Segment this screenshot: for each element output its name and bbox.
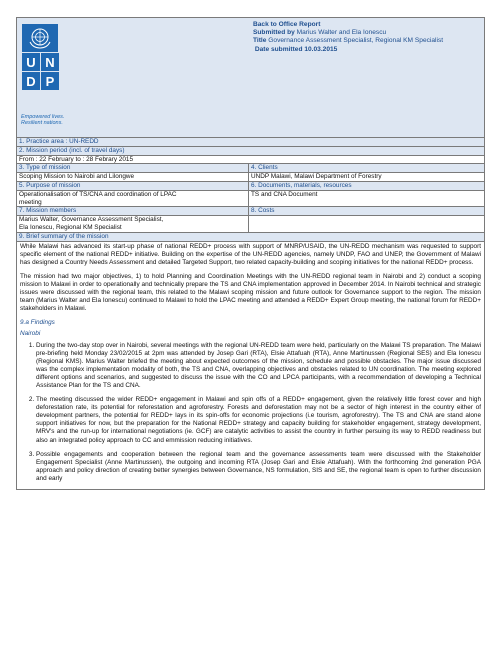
purpose-documents-label-row (17, 182, 484, 191)
report-title: Back to Office Report (253, 21, 321, 28)
finding-item-2: 2. The meeting discussed the wider REDD+ engagement in Malawi and spin offs of a REDD+ engagement, given the relatively little forest cover and high deforestation rate, its potential for reforestation and agroforestry. Forests and deforestation may not be a sector of high interest in the country either of development partners, the potential for REDD+ lays in its spin-offs for economic projections (i.e tourism, agroforestry). The TS and CNA are stand alone support initiatives for now, but the preparation for the National REDD+ strategy and capacity building for stakeholder engagement, strategy development, MRV's and the run-up for international negotiations (ie. GCF) are catalytic activities to assist the country in further persuing its way to REDD readiness but also an integrated policy approach to CC and emmission reducing initiatives. (36, 396, 481, 445)
summary-label: 9. Brief summary of the mission (17, 233, 484, 241)
purpose-value-line-1: Operationalisation of TS/CNA and coordination of LPAC (19, 190, 177, 198)
type-value: Scoping Mission to Nairobi and Lilongwe (17, 173, 249, 181)
undp-letters (22, 53, 58, 90)
logo-cell (17, 18, 249, 137)
logo-letter-p: P (41, 72, 59, 90)
members-value-line-1: Marius Walter, Governance Assessment Specialist, (19, 216, 164, 224)
members-label: 7. Mission members (17, 207, 249, 215)
summary-label-row (17, 233, 484, 242)
tagline-line-2: Resilient nations. (21, 120, 63, 126)
type-clients-value-row (17, 173, 484, 182)
members-value (17, 216, 249, 232)
logo-letter-n: N (41, 53, 59, 71)
submitted-by-value: Marius Walter and Ela Ionescu (296, 29, 387, 37)
type-label: 3. Type of mission (17, 164, 249, 172)
title-label: Title (253, 37, 267, 45)
summary-body (17, 242, 484, 483)
members-costs-value-row (17, 216, 484, 233)
practice-area-row (17, 138, 484, 147)
practice-area: 1. Practice area : UN-REDD (17, 138, 484, 146)
mission-period-label: 2. Mission period (incl. of travel days) (17, 147, 484, 156)
mission-period-value: From : 22 February to : 28 Febrary 2015 (19, 155, 134, 163)
costs-label: 8. Costs (249, 207, 484, 215)
finding-item-3: 3. Possible engagements and cooperation between the regional team and the governance assessments team were discussed with the Stakeholder Engagement Specialist (Anne Martinussen), the outgoing and incoming RTA (Josep Gari and Elsie Attafuah). With the forthcoming 2nd generation PGA approach and policy direction of creating better synergies between Governance, NS formulation, SIS and SE, the regional team is open to further discussion and early (36, 451, 481, 483)
findings-location: Nairobi (20, 330, 41, 338)
costs-value (249, 216, 484, 232)
mission-period-row (17, 147, 484, 165)
members-costs-label-row (17, 207, 484, 216)
type-clients-label-row (17, 164, 484, 173)
undp-logo (22, 24, 58, 90)
purpose-label: 5. Purpose of mission (17, 182, 249, 190)
date-value: 10.03.2015 (304, 45, 338, 53)
findings-heading: 9.a Findings (20, 319, 55, 327)
summary-paragraph-1: While Malawi has advanced its start-up phase of national REDD+ process with support of MNRP/USAID, the UN-REDD mechanism was requested to support specific element of the national REDD+ initiative. Building on the expertise of the UN-REDD agencies, namely UNDP, FAO and UNEP, the Government of Malawi has designed a Country Needs Assessment and detailed Targeted Support, two related capacity-building and scoping initiatives for the national REDD+ process. (20, 242, 481, 266)
submitted-by-label: Submitted by (253, 29, 295, 37)
report-header (17, 18, 484, 138)
logo-letter-u: U (22, 53, 40, 71)
title-line (253, 37, 484, 45)
un-emblem-icon (22, 24, 58, 52)
summary-paragraph-2: The mission had two major objectives, 1) to hold Planning and Coordination Meetings with the UN-REDD regional team in Nairobi and 2) conduct a scoping mission to Malawi in order to operationally and technically prepare the TS and CNA implementation approved in December 2014. In Nairobi technical and strategic issues were discussed with the regional team, this related to the Malawi scoping mission and future outlook for Governance support to the region. The mission team (Marius Walter and Ela Ionescu) continued to Malawi to hold the LPAC meeting and attended a REDD+ Expert Group meeting, the national forum for REDD+ stakeholders in Malawi. (20, 272, 481, 313)
members-value-line-2: Ela Ionescu, Regional KM Specialist (19, 223, 122, 231)
title-value: Governance Assessment Specialist, Regional KM Specialist (268, 37, 444, 45)
findings-list (20, 342, 481, 484)
purpose-value-line-2: meeting (19, 198, 42, 206)
clients-value: UNDP Malawi, Malawi Department of Forestry (251, 173, 382, 181)
submitted-by-line (253, 29, 484, 37)
date-label: Date submitted (254, 45, 303, 53)
tagline (21, 114, 64, 126)
report-form (16, 17, 485, 490)
documents-value: TS and CNA Document (251, 190, 318, 198)
report-info (249, 18, 484, 137)
date-line (253, 46, 484, 54)
finding-item-1: 1. During the two-day stop over in Nairobi, several meetings with the regional UN-REDD team were held, particularly on the Malawi TS preparation. The Malawi pre-briefing held Monday 23/02/2015 at 2pm was attended by Josep Gari (RTA), Elsie Attafuah (RTA), Anne Martinussen (Regional SES) and Ela Ionescu (Regional KMS). Marius Walter briefed the meeting about expected outcomes of the mission, schedule and possible obstacles. The major issue discussed was the complex implementation modality of both, the TS and CNA, overlapping objectives and obstacles related to UN coordination. The meeting explored different options and scenarios, and suggested to discuss the issue with the CO and LPCA participants, with a recommendation of developing a Technical Assistance Plan for the TS and CNA. (36, 342, 481, 391)
purpose-documents-value-row (17, 191, 484, 208)
clients-label: 4. Clients (249, 164, 484, 172)
documents-label: 6. Documents, materials, resources (249, 182, 484, 190)
tagline-line-1: Empowered lives. (21, 114, 65, 120)
purpose-value (17, 191, 249, 207)
logo-letter-d: D (22, 72, 40, 90)
